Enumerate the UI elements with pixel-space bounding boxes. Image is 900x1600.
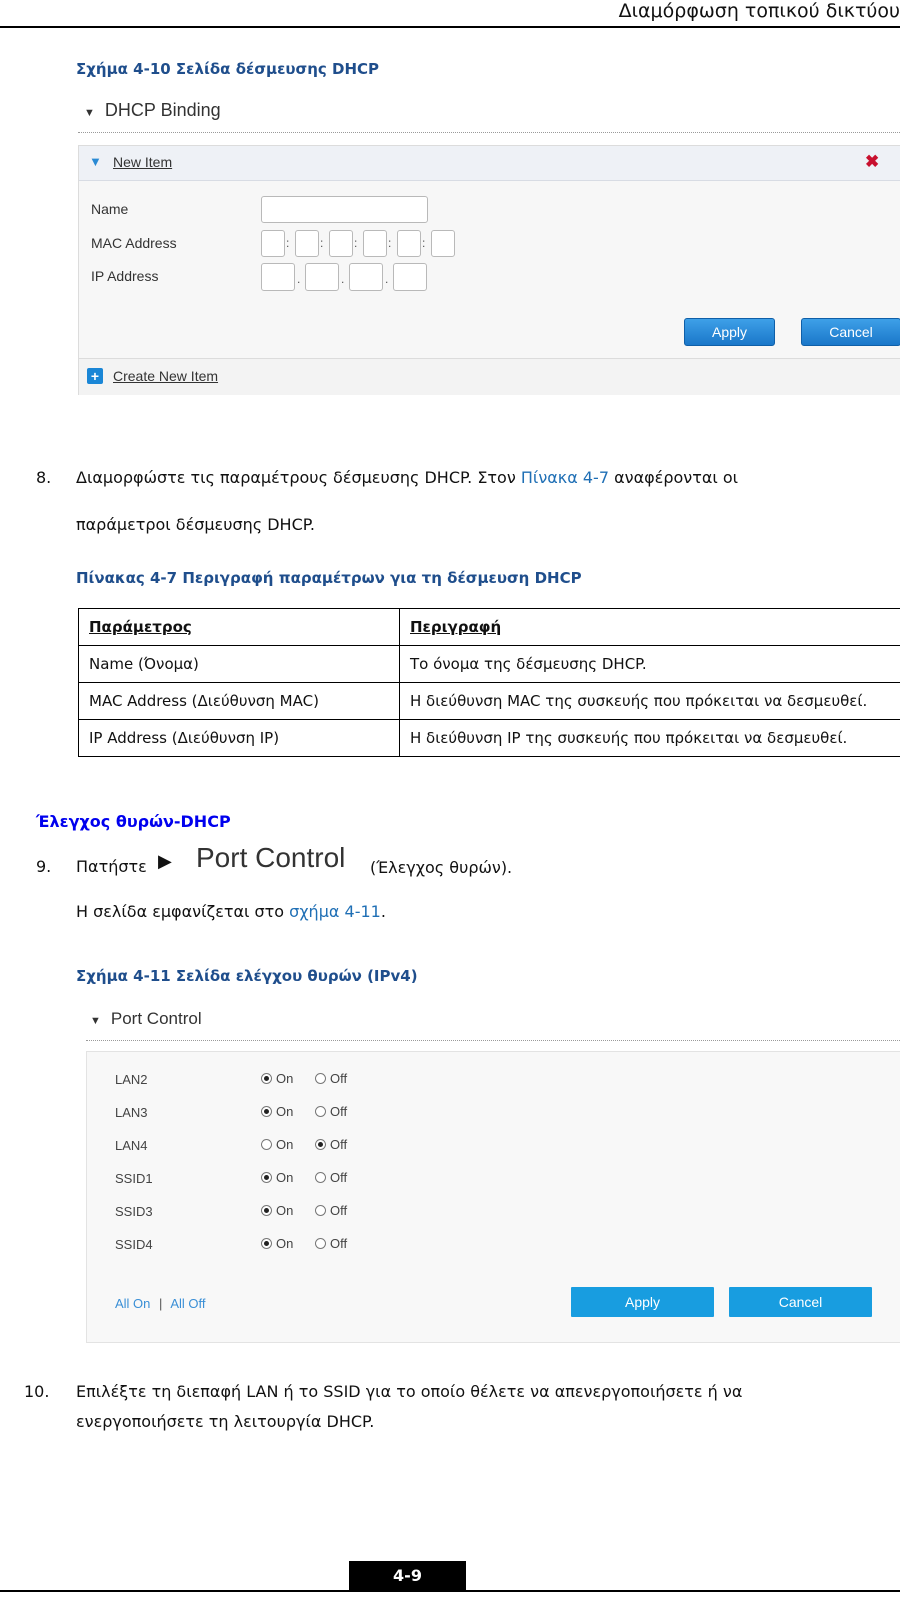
radio-icon[interactable] <box>315 1238 326 1249</box>
new-item-link[interactable]: New Item <box>113 154 173 170</box>
radio-selected-icon[interactable] <box>261 1073 272 1084</box>
table-cell: Name (Όνομα) <box>79 646 400 683</box>
port-off-option[interactable]: Off <box>315 1235 347 1253</box>
mac-separator: : <box>354 236 358 250</box>
collapse-triangle-icon: ▼ <box>90 1015 101 1027</box>
name-label: Name <box>91 201 129 217</box>
figure-4-11-caption: Σχήμα 4-11 Σελίδα ελέγχου θυρών (IPv4) <box>76 967 418 985</box>
table-header-cell: Παράμετρος <box>79 609 400 646</box>
apply-button[interactable]: Apply <box>684 318 775 346</box>
radio-icon[interactable] <box>315 1073 326 1084</box>
figure-4-11-link[interactable]: σχήμα 4-11 <box>289 902 381 921</box>
port-name-label: LAN3 <box>115 1105 148 1120</box>
mac-separator: : <box>422 236 426 250</box>
port-off-option[interactable]: Off <box>315 1169 347 1187</box>
port-on-option[interactable]: On <box>261 1103 293 1121</box>
port-control-section-heading: Έλεγχος θυρών-DHCP <box>36 812 231 831</box>
step-10-line-1: Επιλέξτε τη διεπαφή LAN ή το SSID για το οποίο θέλετε να απενεργοποιήσετε ή να <box>76 1382 743 1401</box>
radio-icon[interactable] <box>315 1205 326 1216</box>
link-divider: | <box>159 1296 163 1311</box>
all-on-link[interactable]: All On <box>115 1296 151 1311</box>
table-row <box>79 646 900 683</box>
ip-octet-input[interactable] <box>349 263 383 291</box>
port-off-option[interactable]: Off <box>315 1202 347 1220</box>
table-row <box>79 720 900 757</box>
step-8-line-2: παράμετροι δέσμευσης DHCP. <box>76 515 315 534</box>
mac-octet-input[interactable] <box>397 230 421 257</box>
cancel-button[interactable]: Cancel <box>801 318 900 346</box>
step-8-number: 8. <box>36 468 52 487</box>
name-input[interactable] <box>261 196 428 223</box>
step-8-text-after: αναφέρονται οι <box>609 468 739 487</box>
ip-octet-input[interactable] <box>393 263 427 291</box>
radio-icon[interactable] <box>315 1106 326 1117</box>
radio-selected-icon[interactable] <box>261 1205 272 1216</box>
step-9-line-2-before: Η σελίδα εμφανίζεται στο <box>76 902 290 921</box>
step-10-line-2: ενεργοποιήσετε τη λειτουργία DHCP. <box>76 1412 375 1431</box>
port-off-option[interactable]: Off <box>315 1136 347 1154</box>
play-triangle-icon: ▶ <box>158 851 172 872</box>
mac-separator: : <box>320 236 324 250</box>
ip-octet-input[interactable] <box>261 263 295 291</box>
table-row <box>79 683 900 720</box>
step-9-number: 9. <box>36 857 52 876</box>
dhcp-binding-section-toggle[interactable] <box>84 100 221 121</box>
radio-icon[interactable] <box>315 1172 326 1183</box>
port-name-label: SSID4 <box>115 1237 153 1252</box>
parameters-table <box>78 608 900 757</box>
ip-separator: . <box>297 272 301 286</box>
port-name-label: LAN2 <box>115 1072 148 1087</box>
port-on-option[interactable]: On <box>261 1235 293 1253</box>
port-off-option[interactable]: Off <box>315 1103 347 1121</box>
apply-button[interactable]: Apply <box>571 1287 714 1317</box>
mac-address-label: MAC Address <box>91 235 177 251</box>
mac-octet-input[interactable] <box>329 230 353 257</box>
table-header-row <box>79 609 900 646</box>
mac-separator: : <box>286 236 290 250</box>
collapse-triangle-icon: ▼ <box>84 107 95 119</box>
footer-rule <box>0 1590 900 1592</box>
ip-address-label: IP Address <box>91 268 159 284</box>
mac-octet-input[interactable] <box>363 230 387 257</box>
create-new-item-link[interactable]: Create New Item <box>113 368 219 384</box>
port-control-section-toggle[interactable] <box>90 1009 202 1029</box>
mac-octet-input[interactable] <box>295 230 319 257</box>
header-rule <box>0 26 900 28</box>
expand-triangle-icon[interactable]: ▼ <box>89 154 102 169</box>
page-header-title: Διαμόρφωση τοπικού δικτύου <box>618 0 900 22</box>
port-control-menu-label: Port Control <box>196 842 346 873</box>
mac-octet-input[interactable] <box>431 230 455 257</box>
section-divider <box>78 132 900 133</box>
table-cell: Η διεύθυνση MAC της συσκευής που πρόκειται να δεσμευθεί. <box>400 683 900 720</box>
cancel-button[interactable]: Cancel <box>729 1287 872 1317</box>
step-8-text-before: Διαμορφώστε τις παραμέτρους δέσμευσης DHCP. Στον <box>76 468 521 487</box>
step-8-line-1 <box>76 468 738 487</box>
table-header-cell: Περιγραφή <box>400 609 900 646</box>
plus-icon[interactable]: + <box>87 368 103 384</box>
radio-icon[interactable] <box>261 1139 272 1150</box>
port-control-title: Port Control <box>110 1009 202 1028</box>
step-9-line-2 <box>76 902 386 921</box>
port-control-panel <box>86 1051 900 1343</box>
table-4-7-caption: Πίνακας 4-7 Περιγραφή παραμέτρων για τη δέσμευση DHCP <box>76 569 582 587</box>
step-9-click-text: Πατήστε <box>76 857 147 876</box>
port-name-label: SSID1 <box>115 1171 153 1186</box>
mac-octet-input[interactable] <box>261 230 285 257</box>
port-name-label: SSID3 <box>115 1204 153 1219</box>
radio-selected-icon[interactable] <box>261 1238 272 1249</box>
all-off-link[interactable]: All Off <box>170 1296 206 1311</box>
table-cell: Το όνομα της δέσμευσης DHCP. <box>400 646 900 683</box>
radio-selected-icon[interactable] <box>261 1106 272 1117</box>
create-item-row <box>79 358 900 395</box>
ip-separator: . <box>385 272 389 286</box>
dhcp-binding-panel <box>78 145 900 395</box>
section-divider <box>86 1040 900 1041</box>
port-on-option[interactable]: On <box>261 1070 293 1088</box>
ip-separator: . <box>341 272 345 286</box>
port-on-option[interactable]: On <box>261 1169 293 1187</box>
delete-icon[interactable]: ✖ <box>865 152 880 171</box>
step-9-line-2-after: . <box>380 902 386 921</box>
radio-selected-icon[interactable] <box>315 1139 326 1150</box>
figure-4-10-caption: Σχήμα 4-10 Σελίδα δέσμευσης DHCP <box>76 60 380 78</box>
dhcp-binding-title: DHCP Binding <box>104 100 221 120</box>
ip-octet-input[interactable] <box>305 263 339 291</box>
radio-selected-icon[interactable] <box>261 1172 272 1183</box>
bulk-toggle-links <box>115 1296 206 1311</box>
table-4-7-link[interactable]: Πίνακα 4-7 <box>520 468 609 487</box>
port-on-option[interactable]: On <box>261 1202 293 1220</box>
page-number: 4-9 <box>349 1561 466 1591</box>
table-cell: MAC Address (Διεύθυνση MAC) <box>79 683 400 720</box>
port-on-option[interactable]: On <box>261 1136 293 1154</box>
table-cell: Η διεύθυνση IP της συσκευής που πρόκειται να δεσμευθεί. <box>400 720 900 757</box>
new-item-header <box>79 146 900 181</box>
mac-separator: : <box>388 236 392 250</box>
port-off-option[interactable]: Off <box>315 1070 347 1088</box>
step-10-number: 10. <box>24 1382 50 1401</box>
table-cell: IP Address (Διεύθυνση IP) <box>79 720 400 757</box>
step-9-paren-text: (Έλεγχος θυρών). <box>370 858 513 877</box>
port-name-label: LAN4 <box>115 1138 148 1153</box>
